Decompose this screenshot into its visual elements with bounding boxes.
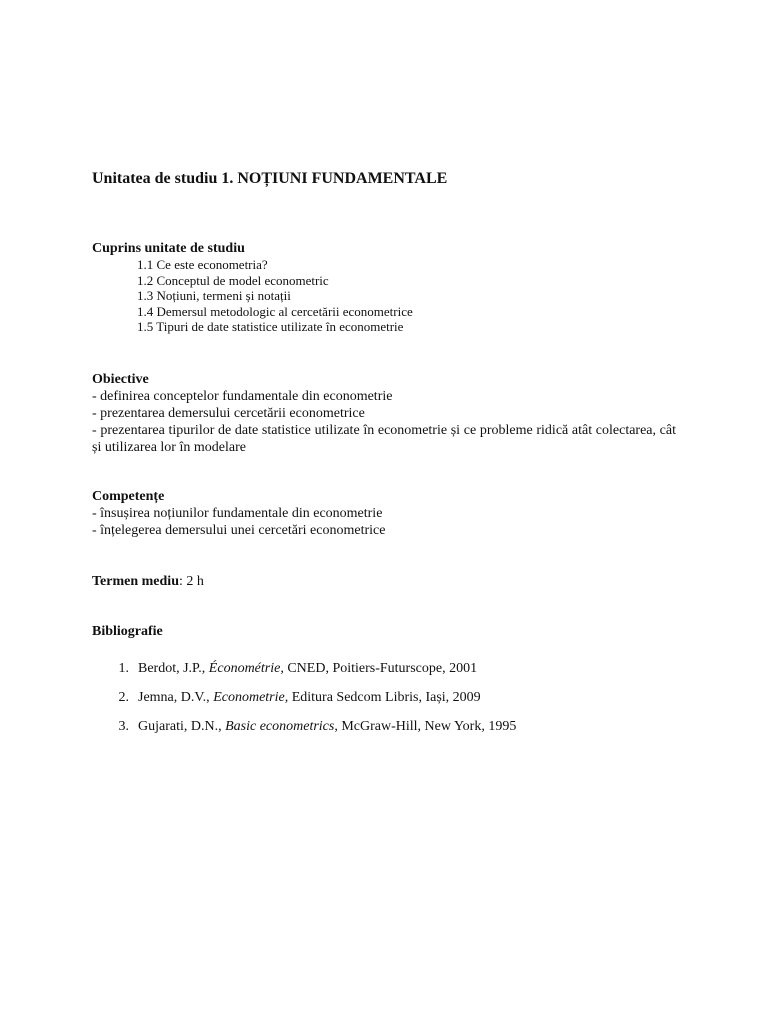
bibliography-author: Jemna, D.V.,	[138, 690, 214, 705]
competence-item: - însușirea noțiunilor fundamentale din econometrie	[92, 506, 383, 521]
objective-item: - definirea conceptelor fundamentale din econometrie	[92, 389, 393, 404]
bibliography-list	[92, 660, 676, 735]
contents-section	[92, 240, 676, 335]
objectives-heading: Obiective	[92, 372, 149, 387]
objective-item: - prezentarea demersului cercetării econometrice	[92, 406, 365, 421]
contents-item: 1.3 Noțiuni, termeni și notații	[137, 288, 291, 303]
bibliography-publisher: CNED, Poitiers-Futurscope, 2001	[283, 661, 478, 676]
page-title: Unitatea de studiu 1. NOȚIUNI FUNDAMENTALE	[92, 170, 448, 187]
bibliography-entry	[138, 689, 676, 706]
objectives-section	[92, 371, 676, 456]
term-section	[92, 573, 676, 590]
contents-item: 1.1 Ce este econometria?	[137, 257, 268, 272]
bibliography-number: 1.	[118, 661, 129, 676]
competences-heading: Competențe	[92, 489, 165, 504]
bibliography-item	[92, 718, 676, 735]
bibliography-author: Gujarati, D.N.,	[138, 719, 226, 734]
bibliography-author: Berdot, J.P.,	[138, 661, 209, 676]
bibliography-entry	[138, 718, 676, 735]
bibliography-item	[92, 660, 676, 677]
bibliography-item	[92, 689, 676, 706]
bibliography-section	[92, 623, 676, 747]
bibliography-publisher: Editura Sedcom Libris, Iași, 2009	[288, 690, 481, 705]
term-line	[92, 573, 676, 590]
term-label: Termen mediu	[92, 574, 179, 589]
bibliography-publisher: , McGraw-Hill, New York, 1995	[334, 719, 517, 734]
term-value: : 2 h	[178, 574, 204, 589]
bibliography-number: 2.	[118, 690, 129, 705]
bibliography-work: Économétrie,	[208, 661, 284, 676]
bibliography-work: Basic econometrics	[225, 719, 335, 734]
contents-item: 1.5 Tipuri de date statistice utilizate în econometrie	[137, 319, 404, 334]
bibliography-entry	[138, 660, 676, 677]
objective-item: - prezentarea tipurilor de date statistice utilizate în econometrie și ce probleme ridică atât colectarea, cât și utilizarea lor în modelare	[92, 423, 676, 455]
competences-section	[92, 488, 676, 539]
bibliography-work: Econometrie,	[213, 690, 289, 705]
bibliography-heading: Bibliografie	[92, 624, 163, 639]
bibliography-number: 3.	[118, 719, 129, 734]
contents-list	[92, 257, 676, 335]
contents-heading: Cuprins unitate de studiu	[92, 241, 245, 256]
contents-item: 1.4 Demersul metodologic al cercetării econometrice	[137, 303, 413, 319]
competence-item: - înțelegerea demersului unei cercetări econometrice	[92, 523, 386, 538]
contents-item: 1.2 Conceptul de model econometric	[137, 272, 329, 288]
